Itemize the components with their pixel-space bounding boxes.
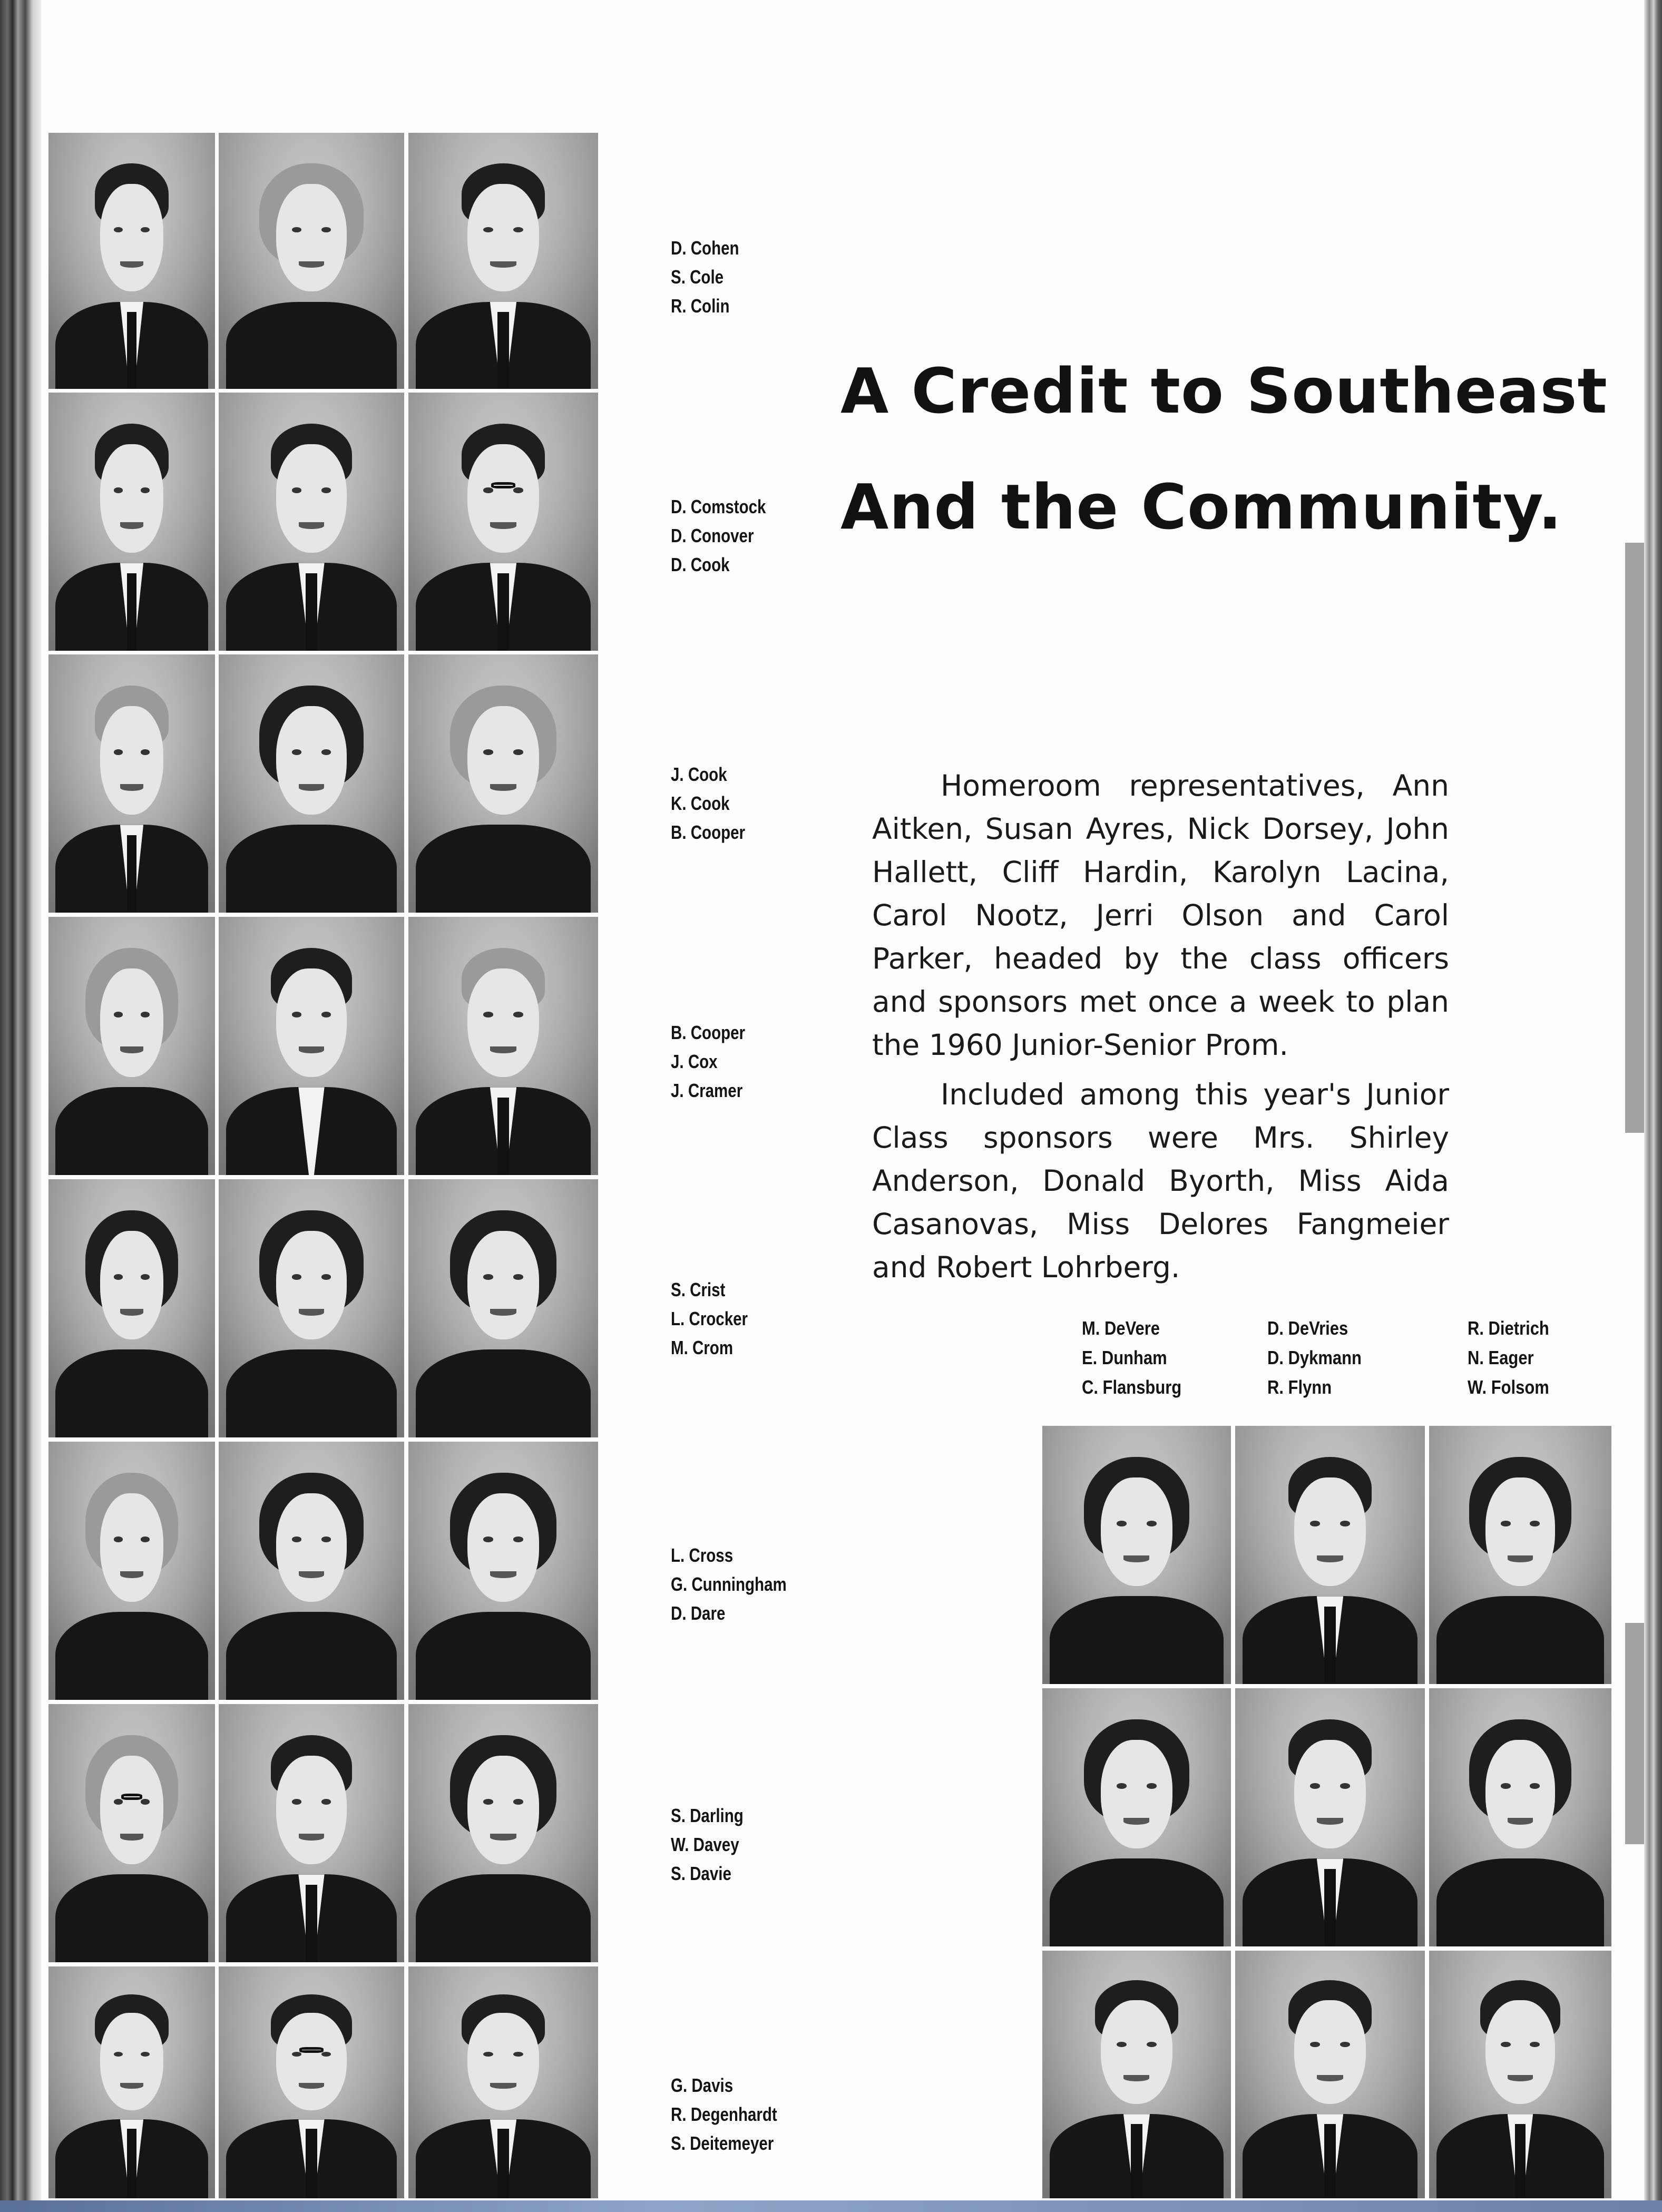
portrait-photo [219, 917, 404, 1175]
student-name: S. Cole [671, 266, 724, 288]
portrait-photo [1429, 1951, 1611, 2198]
student-name: N. Eager [1468, 1347, 1534, 1368]
portrait-photo [1042, 1426, 1231, 1684]
student-name: M. Crom [671, 1337, 734, 1358]
student-name: D. Dykmann [1267, 1347, 1362, 1368]
paragraph: Included among this year's Junior Class sponsors were Mrs. Shirley Anderson, Donald Byorth, Miss Aida Casanovas, Miss Delores Fangmeier and Robert Lohrberg. [872, 1078, 1449, 1284]
portrait-photo [219, 654, 404, 913]
portrait-photo [219, 1704, 404, 1962]
portrait-photo [219, 1179, 404, 1437]
portrait-photo [219, 393, 404, 651]
student-name: D. Dare [671, 1602, 726, 1624]
student-name: K. Cook [671, 792, 730, 814]
student-name: G. Davis [671, 2074, 734, 2096]
caption-column-3 [1468, 1314, 1549, 1402]
portrait-photo [48, 393, 215, 651]
student-name: W. Folsom [1468, 1376, 1549, 1398]
caption-row-5 [671, 1275, 748, 1362]
portrait-photo [48, 1966, 215, 2198]
portrait-photo [1429, 1426, 1611, 1684]
headline-line-1: A Credit to Southeast [840, 355, 1608, 427]
portrait-photo [48, 1442, 215, 1700]
portrait-photo [408, 1179, 598, 1437]
caption-row-1 [671, 233, 739, 320]
student-name: E. Dunham [1082, 1347, 1167, 1368]
student-name: D. Cook [671, 554, 730, 575]
student-name: D. Comstock [671, 496, 766, 517]
student-name: M. DeVere [1082, 1317, 1160, 1339]
caption-row-8 [671, 2071, 777, 2158]
student-name: B. Cooper [671, 1022, 746, 1043]
portrait-photo [408, 1704, 598, 1962]
portrait-photo [48, 133, 215, 389]
article-body [872, 764, 1449, 1295]
portrait-photo [1235, 1426, 1425, 1684]
student-name: D. Conover [671, 525, 754, 546]
next-page-bleed [1625, 543, 1644, 1133]
student-name: R. Degenhardt [671, 2103, 777, 2125]
student-name: S. Darling [671, 1805, 744, 1826]
student-name: L. Crocker [671, 1308, 748, 1329]
student-name: D. DeVries [1267, 1317, 1348, 1339]
caption-row-7 [671, 1801, 744, 1888]
student-name: C. Flansburg [1082, 1376, 1182, 1398]
student-name: S. Davie [671, 1863, 731, 1884]
portrait-photo [48, 1179, 215, 1437]
portrait-photo [1235, 1688, 1425, 1946]
portrait-photo [408, 1966, 598, 2198]
page-edge [1644, 0, 1662, 2212]
portrait-photo [1042, 1688, 1231, 1946]
portrait-photo [219, 1442, 404, 1700]
portrait-photo [1042, 1951, 1231, 2198]
page-headline [840, 333, 1608, 565]
student-name: B. Cooper [671, 821, 746, 843]
caption-row-6 [671, 1541, 787, 1628]
portrait-photo [408, 654, 598, 913]
student-name: J. Cox [671, 1051, 718, 1072]
portrait-photo [408, 1442, 598, 1700]
headline-line-2: And the Community. [840, 471, 1562, 543]
caption-row-3 [671, 760, 745, 847]
caption-column-1 [1082, 1314, 1181, 1402]
student-name: R. Colin [671, 295, 730, 317]
next-page-bleed [1625, 1623, 1644, 1844]
portrait-photo [219, 1966, 404, 2198]
paragraph: Homeroom representatives, Ann Aitken, Susan Ayres, Nick Dorsey, John Hallett, Cliff Hardin, Karolyn Lacina, Carol Nootz, Jerri Olson and Carol Parker, headed by the class officers and sponsors met once a week to plan the 1960 Junior-Senior Prom. [872, 769, 1449, 1062]
student-name: J. Cook [671, 764, 727, 785]
portrait-photo [1235, 1951, 1425, 2198]
student-name: L. Cross [671, 1544, 734, 1566]
portrait-photo [48, 1704, 215, 1962]
portrait-photo [48, 917, 215, 1175]
portrait-photo [408, 393, 598, 651]
portrait-photo [48, 654, 215, 913]
student-name: R. Flynn [1267, 1376, 1332, 1398]
portrait-photo [408, 133, 598, 389]
caption-column-2 [1267, 1314, 1362, 1402]
student-name: S. Crist [671, 1279, 726, 1300]
student-name: J. Cramer [671, 1080, 743, 1101]
student-name: G. Cunningham [671, 1573, 787, 1595]
portrait-photo [219, 133, 404, 389]
student-name: W. Davey [671, 1834, 739, 1855]
book-binding [0, 0, 41, 2212]
student-name: R. Dietrich [1468, 1317, 1549, 1339]
student-name: S. Deitemeyer [671, 2132, 774, 2154]
caption-row-4 [671, 1018, 745, 1105]
bottom-edge-strip [0, 2200, 1662, 2212]
caption-row-2 [671, 492, 766, 579]
portrait-photo [408, 917, 598, 1175]
portrait-photo [1429, 1688, 1611, 1946]
student-name: D. Cohen [671, 237, 739, 259]
